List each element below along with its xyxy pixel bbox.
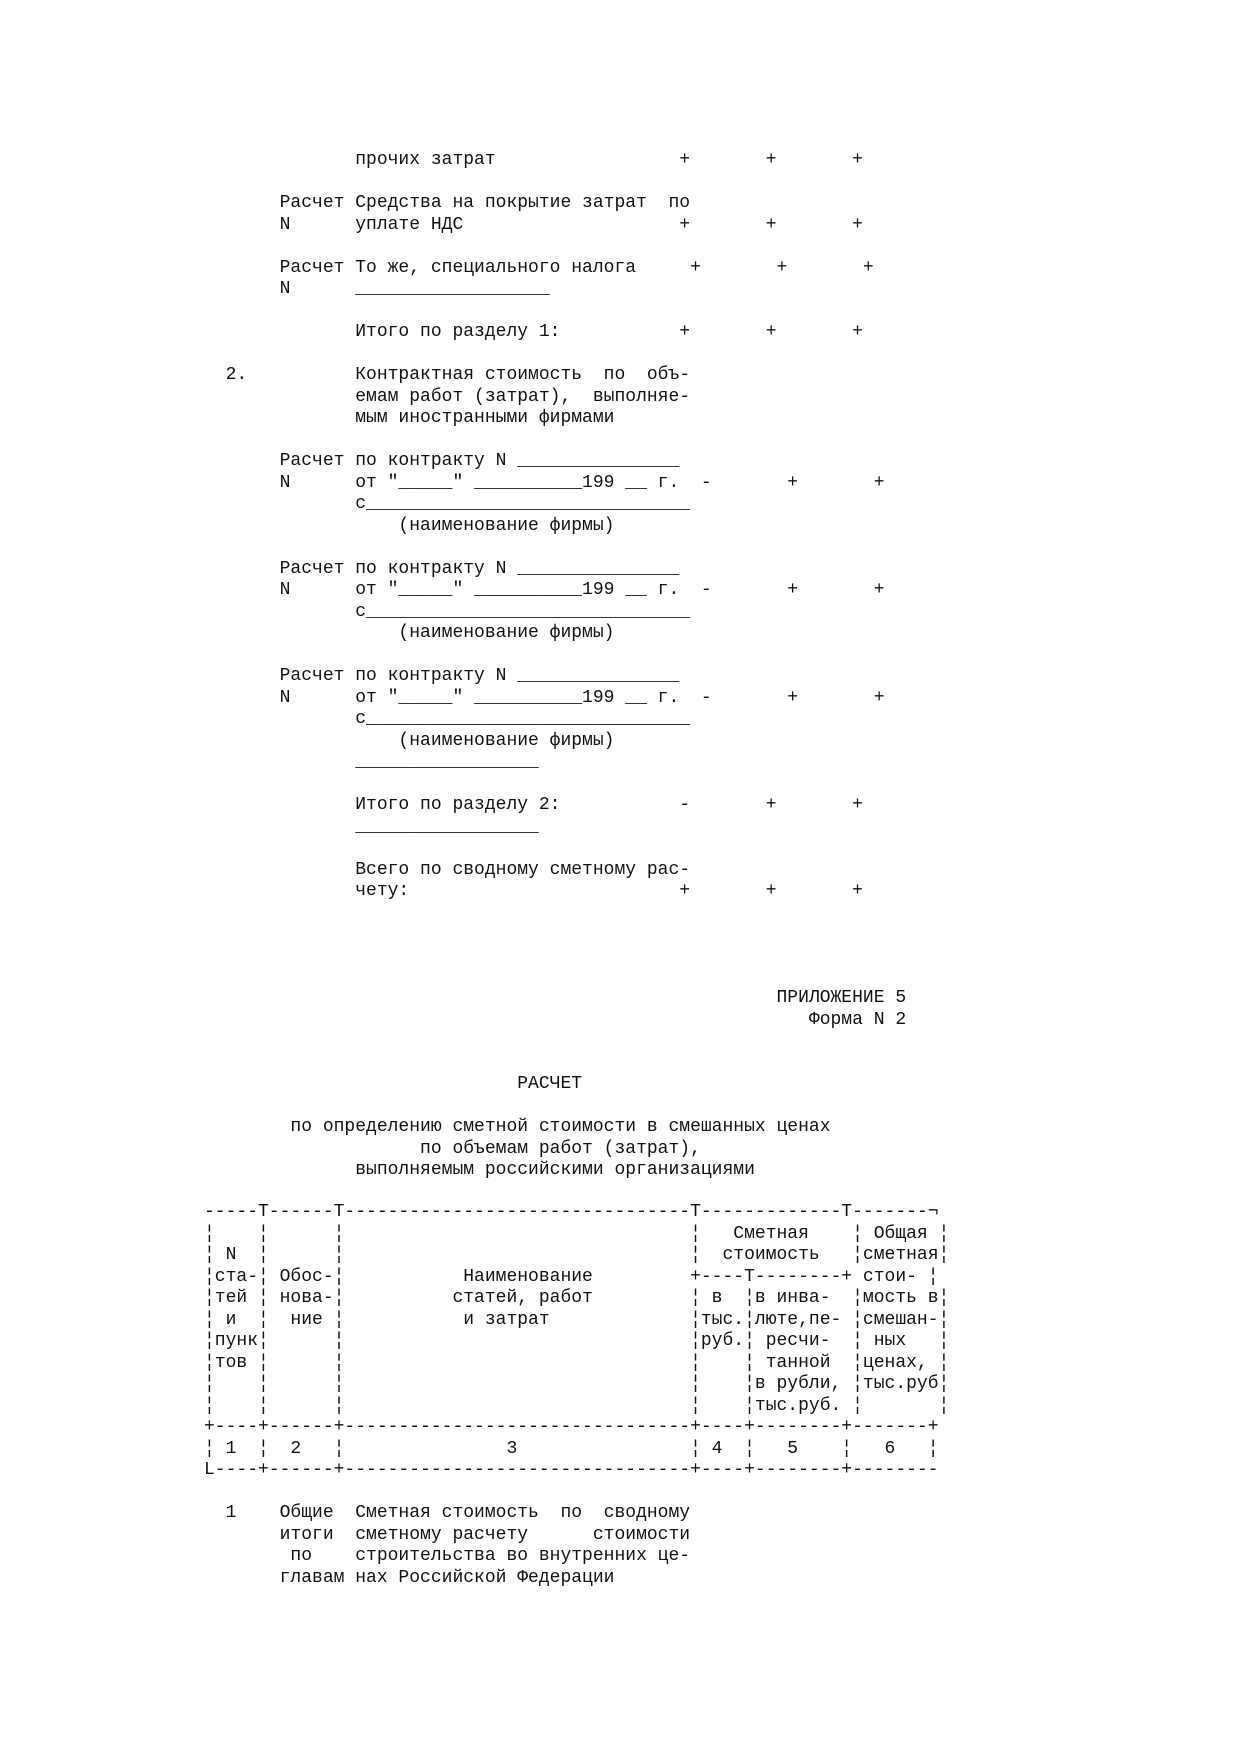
text-line: (наименование фирмы) <box>204 623 615 643</box>
table-header-row: ¦ста-¦ Обос-¦ Наименование +----T--------+ стои- ¦ <box>204 1266 939 1287</box>
text-line: N от "_____" __________199 __ г. - + + <box>204 580 885 600</box>
text-line: _________________ <box>204 752 539 772</box>
form-number: Форма N 2 <box>204 1009 907 1030</box>
text-line: с______________________________ <box>204 709 691 729</box>
title-subtitle: по объемам работ (затрат), <box>204 1138 701 1159</box>
appendix-number: ПРИЛОЖЕНИЕ 5 <box>204 988 907 1008</box>
text-line: N от "_____" __________199 __ г. - + + <box>204 687 885 708</box>
text-line: прочих затрат + + + <box>204 150 863 170</box>
table-row: главам нах Российской Федерации <box>204 1567 615 1588</box>
title-subtitle: выполняемым российскими организациями <box>204 1160 755 1180</box>
text-line: (наименование фирмы) <box>204 730 615 751</box>
table-border: L----+------+--------------------------------+----+--------+-------- <box>204 1460 939 1480</box>
grand-total: Всего по сводному сметному рас- <box>204 859 691 880</box>
table-header-row: ¦ ¦ ¦ ¦ ¦тыс.руб. ¦ ¦ <box>204 1395 950 1416</box>
table-border: -----T------T--------------------------------T-------------T-------¬ <box>204 1202 939 1222</box>
table-row: 1 Общие Сметная стоимость по сводному <box>204 1503 691 1523</box>
table-header-row: ¦пунк¦ ¦ ¦руб.¦ ресчи- ¦ ных ¦ <box>204 1331 950 1351</box>
column-number-row: ¦ 1 ¦ 2 ¦ 3 ¦ 4 ¦ 5 ¦ 6 ¦ <box>204 1438 939 1459</box>
text-line: мым иностранными фирмами <box>204 408 615 428</box>
title-heading: РАСЧЕТ <box>204 1074 583 1094</box>
table-header-row: ¦ N ¦ ¦ ¦ стоимость ¦сметная¦ <box>204 1245 950 1265</box>
section-2-heading: 2. Контрактная стоимость по объ- <box>204 365 691 385</box>
text-line: N уплате НДС + + + <box>204 214 863 235</box>
text-line: с______________________________ <box>204 494 691 514</box>
table-header-row: ¦ ¦ ¦ ¦ Сметная ¦ Общая ¦ <box>204 1223 950 1244</box>
title-subtitle: по определению сметной стоимости в смешанных ценах <box>204 1117 831 1137</box>
text-line: _________________ <box>204 816 539 837</box>
contract-line: Расчет по контракту N _______________ <box>204 451 680 471</box>
table-header-row: ¦ и ¦ ние ¦ и затрат ¦тыс.¦люте,пе- ¦смешан-¦ <box>204 1309 950 1330</box>
section-2-total: Итого по разделу 2: - + + <box>204 795 863 815</box>
text-line: N от "_____" __________199 __ г. - + + <box>204 472 885 493</box>
contract-line: Расчет по контракту N _______________ <box>204 666 680 686</box>
text-line: (наименование фирмы) <box>204 515 615 536</box>
text-line: с______________________________ <box>204 601 691 622</box>
contract-line: Расчет по контракту N _______________ <box>204 558 680 579</box>
table-header-row: ¦ ¦ ¦ ¦ ¦в рубли, ¦тыс.руб¦ <box>204 1374 950 1394</box>
text-line: Расчет Средства на покрытие затрат по <box>204 193 691 213</box>
table-row: по строительства во внутренних це- <box>204 1546 691 1566</box>
text-line: N __________________ <box>204 279 550 299</box>
text-line: емам работ (затрат), выполняе- <box>204 386 691 407</box>
section-1-total: Итого по разделу 1: + + + <box>204 322 863 342</box>
text-line: чету: + + + <box>204 881 863 901</box>
table-row: итоги сметному расчету стоимости <box>204 1524 691 1545</box>
text-line: Расчет То же, специального налога + + + <box>204 257 874 278</box>
table-border: +----+------+--------------------------------+----+--------+-------+ <box>204 1417 939 1437</box>
table-header-row: ¦тей ¦ нова-¦ статей, работ ¦ в ¦в инва- ¦мость в¦ <box>204 1288 950 1308</box>
table-header-row: ¦тов ¦ ¦ ¦ ¦ танной ¦ценах, ¦ <box>204 1352 950 1373</box>
